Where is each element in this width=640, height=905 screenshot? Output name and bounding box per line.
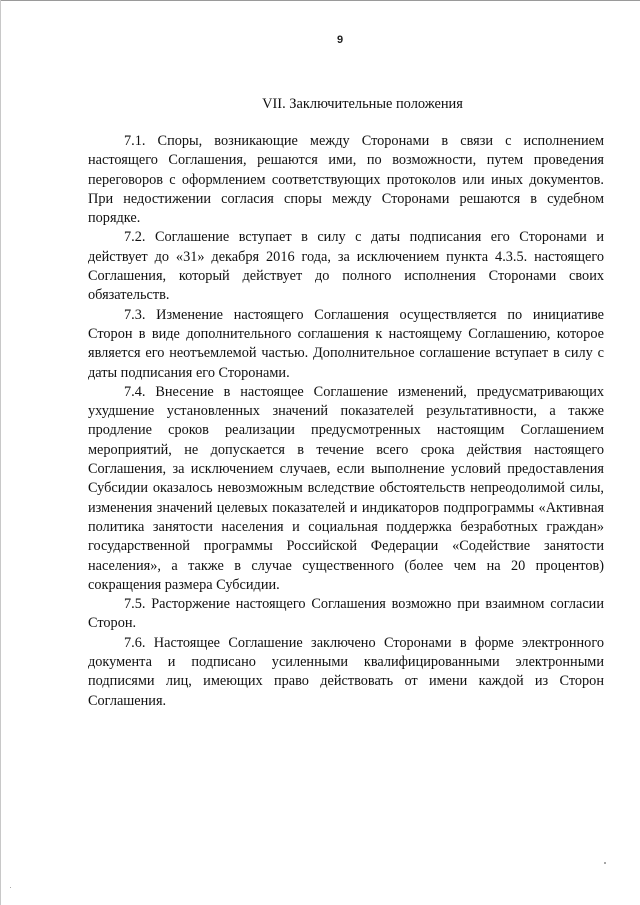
scan-edge-top <box>0 0 640 1</box>
scan-speck <box>604 862 606 864</box>
paragraph-7-6: 7.6. Настоящее Соглашение заключено Сторонами в форме электронного документа и подписано усиленными квалифицированными электронными подписями лиц, имеющих право действовать от имени каждой из Сторон Соглашения. <box>88 634 604 709</box>
paragraph-7-4: 7.4. Внесение в настоящее Соглашение изменений, предусматривающих ухудшение установленных значений показателей результативности, а также продление сроков реализации предусмотренных настоящим Соглашением мероприятий, не допускается в течение всего срока действия настоящего Соглашения, за исключением случаев, если выполнение условий предоставления Субсидии оказалось невозможным вследствие обстоятельств непреодолимой силы, изменения значений целевых показателей и индикаторов подпрограммы «Активная политика занятости населения и социальная поддержка безработных граждан» государственной программы Российской Федерации «Содействие занятости населения», а также в случае существенного (более чем на 20 процентов) сокращения размера Субсидии. <box>88 383 604 593</box>
paragraph-7-3: 7.3. Изменение настоящего Соглашения осуществляется по инициативе Сторон в виде дополнительного соглашения к настоящему Соглашению, которое является его неотъемлемой частью. Дополнительное соглашение вступает в силу с даты подписания его Сторонами. <box>88 306 604 381</box>
scan-speck <box>10 887 11 888</box>
paragraph-7-1: 7.1. Споры, возникающие между Сторонами в связи с исполнением настоящего Соглашения, решаются ими, по возможности, путем проведения переговоров с оформлением соответствующих протоколов или иных документов. При недостижении согласия споры между Сторонами решаются в судебном порядке. <box>88 133 604 227</box>
page-number: 9 <box>336 34 344 46</box>
paragraph-7-2: 7.2. Соглашение вступает в силу с даты подписания его Сторонами и действует до «31» декабря 2016 года, за исключением пункта 4.3.5. настоящего Соглашения, который действует до полного исполнения Сторонами своих обязательств. <box>88 229 604 304</box>
section-heading: VII. Заключительные положения <box>262 96 463 112</box>
scan-edge-left <box>0 0 1 905</box>
paragraph-7-5: 7.5. Расторжение настоящего Соглашения возможно при взаимном согласии Сторон. <box>88 596 604 632</box>
section-body <box>88 132 604 711</box>
